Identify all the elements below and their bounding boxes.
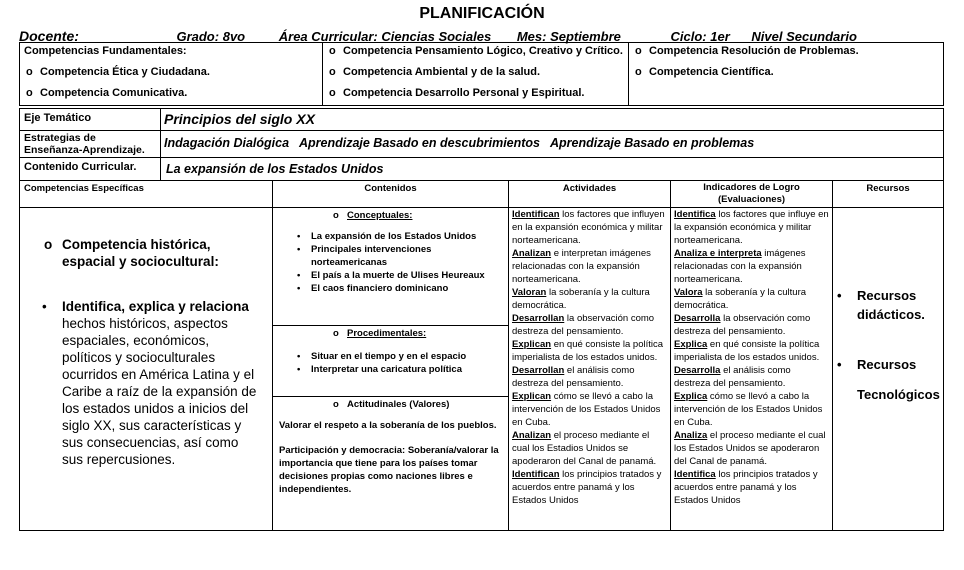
actitudinales-label: o Actitudinales (Valores) [331, 398, 500, 411]
list-item [512, 312, 667, 338]
contenido-item: • Interpretar una caricatura política [297, 363, 500, 376]
eje-label: Eje Temático [19, 108, 161, 131]
description: cómo se llevó a cabo la intervención de los Estados Unidos en Cuba. [512, 391, 661, 428]
competencia-item: o Competencia Ética y Ciudadana. [24, 66, 318, 79]
contenido-item: • La expansión de los Estados Unidos [297, 230, 500, 243]
list-item [674, 208, 829, 247]
col-header: Recursos [832, 180, 944, 208]
list-item [674, 364, 829, 390]
competencia-item: o Competencia Resolución de Problemas. [633, 45, 939, 58]
col-header: Indicadores de Logro (Evaluaciones) [670, 180, 833, 208]
verb: Desarrolla [674, 313, 721, 324]
description: el análisis como destreza del pensamiento. [512, 365, 635, 389]
verb: Analiza e interpreta [674, 248, 762, 259]
competencias-col1 [19, 42, 323, 106]
list-item [512, 338, 667, 364]
list-item [674, 286, 829, 312]
competencias-label: Competencias Fundamentales: [24, 45, 187, 57]
list-item [674, 390, 829, 429]
verb: Desarrollan [512, 365, 565, 376]
page-title: PLANIFICACIÓN [419, 5, 545, 22]
list-item [674, 468, 829, 507]
verb: Identifican [512, 209, 560, 220]
description: imágenes relacionadas con la expansión norteamericana. [674, 248, 806, 285]
description: los factores que influyen en la expansión económica y militar norteamericana. [512, 209, 665, 246]
description: los principios tratados y acuerdos entre panamá y los Estados Unidos [512, 469, 662, 506]
list-item [674, 429, 829, 468]
docente-label: Docente: [19, 28, 79, 44]
description: la observación como destreza del pensamiento. [674, 313, 811, 337]
description: los factores que influye en la expansión económica y militar norteamericana. [674, 209, 829, 246]
verb: Desarrolla [674, 365, 721, 376]
verb: Explica [674, 391, 708, 402]
description: el proceso mediante el cual los Estadios Unidos se apoderaron del Canal de panamá. [512, 430, 657, 467]
grado-value: 8vo [222, 29, 246, 44]
description: el análisis como destreza del pensamiento. [674, 365, 791, 389]
competencia-item: o Competencia Ambiental y de la salud. [327, 66, 624, 79]
competencias-especificas [19, 207, 273, 531]
area-label: Área Curricular: [278, 29, 378, 44]
verb: Explican [512, 391, 552, 402]
actitudinales-cell [272, 396, 509, 531]
description: la soberanía y la cultura democrática. [512, 287, 650, 311]
list-item [512, 208, 667, 247]
area-value: Ciencias Sociales [381, 29, 492, 44]
ciclo-value: 1er [710, 29, 730, 44]
recursos-cell [832, 207, 944, 531]
list-item [674, 338, 829, 364]
competencia-item: o Competencia Comunicativa. [24, 87, 318, 100]
procedimentales-label: Procedimentales: [347, 328, 427, 339]
actitudinal-text: Valorar el respeto a la soberanía de los pueblos. [279, 420, 497, 431]
verb: Analiza [674, 430, 708, 441]
competencia-item: o Competencia Pensamiento Lógico, Creativo y Crítico. [327, 45, 624, 58]
competencia-item: o Competencia Científica. [633, 66, 939, 79]
description: los principios tratados y acuerdos entre panamá y los Estados Unidos [674, 469, 818, 506]
recurso-item: • Recursos Tecnológicos [837, 350, 941, 410]
estrategias-label: Estrategias de Enseñanza-Aprendizaje. [19, 130, 161, 158]
nivel: Nivel Secundario [751, 29, 857, 44]
col-header: Competencias Específicas [19, 180, 273, 208]
conceptuales-cell [272, 207, 509, 326]
list-item [512, 364, 667, 390]
verb: Valoran [512, 287, 547, 298]
list-item [512, 468, 667, 507]
description: en qué consiste la política imperialista de los estados unidos. [674, 339, 820, 363]
especifica-verbs: Identifica, explica y relaciona [62, 299, 249, 314]
procedimentales-cell [272, 325, 509, 397]
verb: Explican [512, 339, 552, 350]
conceptuales-label: Conceptuales: [347, 210, 413, 221]
grado-label: Grado: [176, 29, 220, 44]
actividades-cell [508, 207, 671, 531]
ciclo-label: Ciclo: [670, 29, 707, 44]
verb: Identifica [674, 209, 716, 220]
actitudinal-text: Participación y democracia: Soberanía/valorar la importancia que tiene para los países tomar decisiones propias como naciones libres e independientes. [279, 445, 499, 495]
contenido-label: Contenido Curricular. [19, 157, 161, 181]
col-header: Actividades [508, 180, 671, 208]
mes-value: Septiembre [550, 29, 621, 44]
description: el proceso mediante el cual los Estados Unidos se apoderaron del Canal de panamá. [674, 430, 826, 467]
description: en qué consiste la política imperialista de los estados unidos. [512, 339, 664, 363]
description: la observación como destreza del pensamiento. [512, 313, 655, 337]
contenido-value: La expansión de los Estados Unidos [160, 157, 944, 181]
contenido-item: • El país a la muerte de Ulises Heureaux [297, 269, 500, 282]
verb: Identifican [512, 469, 560, 480]
especifica-title: o Competencia histórica, espacial y sociocultural: [42, 236, 260, 270]
verb: Explica [674, 339, 708, 350]
competencias-col2 [322, 42, 629, 106]
especifica-text: hechos históricos, aspectos espaciales, económicos, políticos y socioculturales ocurridos en América Latina y el Caribe a raíz de la expansión de los estados unidos a inicios del siglo XX, sus características y sus consecuencias, así como sus repercusiones. [62, 316, 257, 467]
verb: Identifica [674, 469, 716, 480]
verb: Analizan [512, 430, 552, 441]
recurso-item: • Recursos didácticos. [837, 286, 941, 324]
description: cómo se llevó a cabo la intervención de los Estados Unidos en Cuba. [674, 391, 823, 428]
list-item [512, 390, 667, 429]
docente-value: __________ [82, 29, 155, 44]
eje-value: Principios del siglo XX [160, 108, 944, 131]
verb: Desarrollan [512, 313, 565, 324]
competencias-col3 [628, 42, 944, 106]
competencia-item: o Competencia Desarrollo Personal y Espiritual. [327, 87, 624, 100]
description: e interpretan imágenes relacionadas con la expansión norteamericana. [512, 248, 651, 285]
contenido-item: • El caos financiero dominicano [297, 282, 500, 295]
list-item [674, 247, 829, 286]
list-item [512, 429, 667, 468]
description: la soberanía y la cultura democrática. [674, 287, 807, 311]
list-item [512, 286, 667, 312]
estrategias-value: Indagación Dialógica Aprendizaje Basado en descubrimientos Aprendizaje Basado en problemas [160, 130, 944, 158]
mes-label: Mes: [516, 29, 547, 44]
list-item [674, 312, 829, 338]
col-header: Contenidos [272, 180, 509, 208]
indicadores-cell [670, 207, 833, 531]
contenido-item: • Principales intervenciones norteamericanas [297, 243, 500, 269]
list-item [512, 247, 667, 286]
verb: Analizan [512, 248, 552, 259]
verb: Valora [674, 287, 703, 298]
contenido-item: • Situar en el tiempo y en el espacio [297, 350, 500, 363]
